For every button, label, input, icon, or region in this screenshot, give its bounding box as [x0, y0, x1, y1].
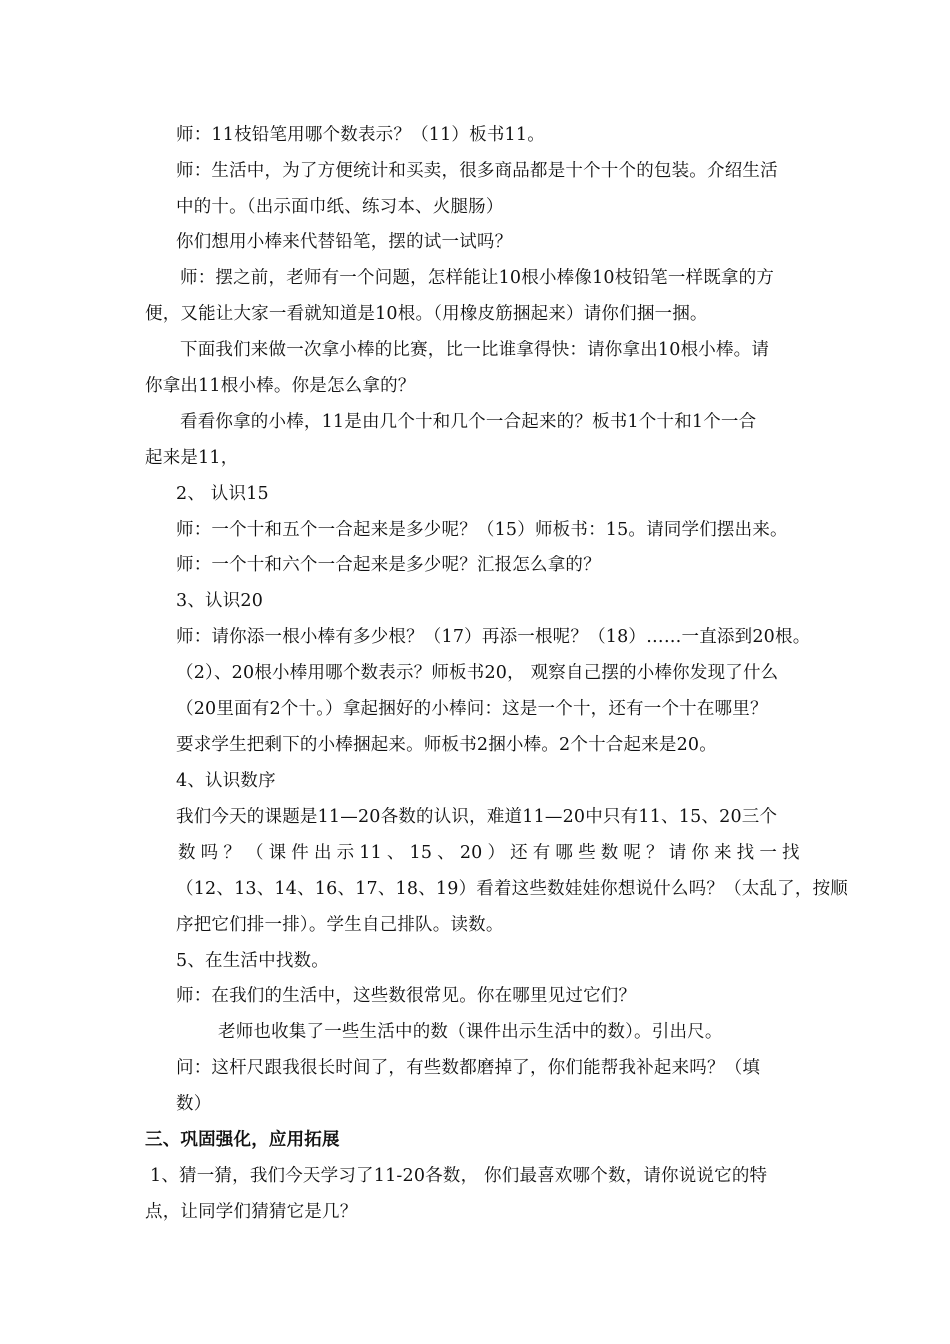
text-line-25: 师：在我们的生活中，这些数很常见。你在哪里见过它们？	[176, 986, 637, 1006]
token: 20	[459, 843, 483, 863]
token: 数	[600, 843, 619, 863]
token: 11	[359, 843, 382, 863]
text-line-28: 数）	[176, 1094, 212, 1114]
token: 一	[759, 843, 778, 863]
token: 15	[409, 843, 433, 863]
text-line-23: 序把它们排一排）。学生自己排队。读数。	[176, 915, 504, 935]
token: 请	[668, 843, 687, 863]
token: ？	[223, 843, 242, 863]
token: 呢	[623, 843, 642, 863]
token: 、	[437, 843, 455, 863]
text-line-16: （2）、20根小棒用哪个数表示？师板书20， 观察自己摆的小棒你发现了什么	[176, 663, 779, 683]
token: 找	[781, 843, 800, 863]
text-line-18: 要求学生把剩下的小棒捆起来。师板书2捆小棒。2个十合起来是20。	[176, 735, 717, 755]
token: 你	[691, 843, 710, 863]
text-line-9: 看看你拿的小棒，11是由几个十和几个一合起来的？板书1个十和1个一合	[180, 412, 757, 432]
section-heading-consolidate: 三、巩固强化，应用拓展	[145, 1130, 340, 1150]
token: （	[245, 843, 264, 863]
token: ？	[646, 843, 664, 863]
text-line-13: 师：一个十和六个一合起来是多少呢？汇报怎么拿的？	[176, 555, 601, 575]
text-line-7: 下面我们来做一次拿小棒的比赛，比一比谁拿得快：请你拿出10根小棒。请	[180, 340, 770, 360]
token: 吗	[200, 843, 219, 863]
text-line-6: 便，又能让大家一看就知道是10根。（用橡皮筋捆起来）请你们捆一捆。	[145, 304, 708, 324]
text-line-30: 1、猜一猜，我们今天学习了11-20各数， 你们最喜欢哪个数，请你说说它的特	[150, 1166, 768, 1186]
text-line-12: 师：一个十和五个一合起来是多少呢？（15）师板书：15。请同学们摆出来。	[176, 520, 788, 540]
text-line-17: （20里面有2个十。）拿起捆好的小棒问：这是一个十，还有一个十在哪里？	[176, 699, 768, 719]
token: 课	[268, 843, 287, 863]
text-line-4: 你们想用小棒来代替铅笔，摆的试一试吗？	[176, 232, 513, 252]
text-line-1: 师：11枝铅笔用哪个数表示？（11）板书11。	[176, 125, 545, 145]
text-line-10: 起来是11，	[145, 448, 239, 468]
token: 来	[714, 843, 732, 863]
token: 哪	[555, 843, 574, 863]
token: 些	[578, 843, 596, 863]
section-heading-recognize-20: 3、认识20	[176, 591, 264, 611]
text-line-3: 中的十。（出示面巾纸、练习本、火腿肠）	[176, 197, 504, 217]
text-line-26: 老师也收集了一些生活中的数（课件出示生活中的数）。引出尺。	[218, 1022, 723, 1042]
text-line-5: 师：摆之前，老师有一个问题，怎样能让10根小棒像10枝铅笔一样既拿的方	[180, 268, 775, 288]
text-line-21	[178, 841, 800, 865]
text-line-22: （12、13、14、16、17、18、19）看着这些数娃娃你想说什么吗？（太乱了，按顺	[176, 879, 848, 899]
token: 有	[532, 843, 551, 863]
text-line-31: 点，让同学们猜猜它是几？	[145, 1202, 358, 1222]
token: 还	[510, 843, 528, 863]
section-heading-recognize-15: 2、 认识15	[176, 484, 269, 504]
text-line-20: 我们今天的课题是11—20各数的认识，难道11—20中只有11、15、20三个	[176, 807, 778, 827]
text-line-27: 问：这杆尺跟我很长时间了，有些数都磨掉了，你们能帮我补起来吗？（填	[176, 1058, 761, 1078]
token: ）	[487, 843, 506, 863]
token: 出	[313, 843, 332, 863]
token: 件	[291, 843, 309, 863]
section-heading-find-numbers: 5、在生活中找数。	[176, 951, 329, 971]
text-line-8: 你拿出11根小棒。你是怎么拿的？	[145, 376, 416, 396]
token: 数	[178, 843, 196, 863]
token: 示	[336, 843, 355, 863]
text-line-15: 师：请你添一根小棒有多少根？（17）再添一根呢？（18）……一直添到20根。	[176, 627, 811, 647]
token: 找	[736, 843, 755, 863]
text-line-2: 师：生活中，为了方便统计和买卖，很多商品都是十个十个的包装。介绍生活	[176, 161, 778, 181]
token: 、	[386, 843, 405, 863]
section-heading-number-order: 4、认识数序	[176, 771, 276, 791]
